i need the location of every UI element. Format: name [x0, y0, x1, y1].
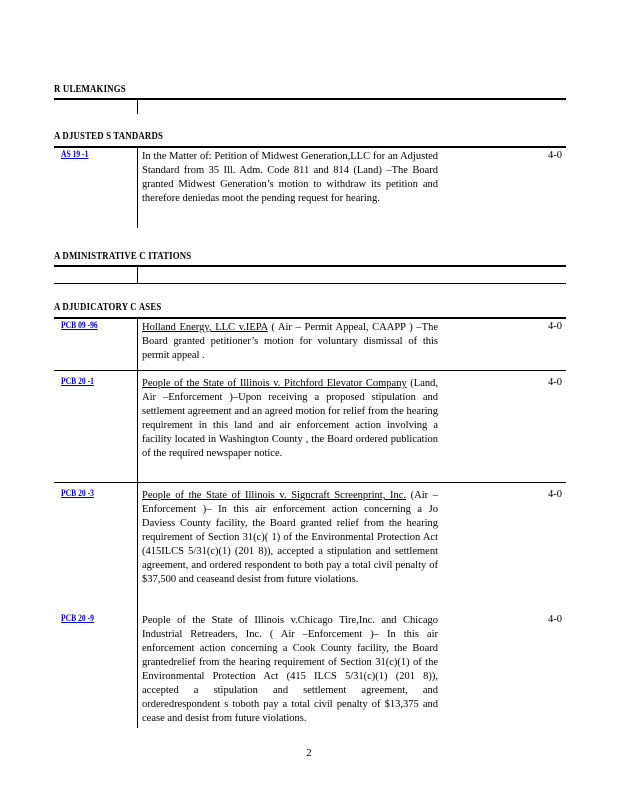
case-description [142, 377, 438, 461]
row-divider [54, 482, 566, 483]
section-heading-rulemakings: R ULEMAKINGS [54, 84, 126, 95]
case-text: ( Air – Permit Appeal, CAAPP ) –The Board granted petitioner’s motion for voluntary dismissal of this permit appeal . [142, 322, 438, 361]
case-description [142, 321, 438, 363]
section-rule [54, 98, 566, 100]
case-text: (Land, Air –Enforcement )–Upon receiving a proposed stipulation and settlement agreement and an agreed motion for relief from the hearing requirement in this land and air enforcement action involving a facility located in Washington County , the Board ordered publication of the required newspaper notice. [142, 378, 438, 459]
column-divider [137, 319, 138, 728]
case-vote: 4-0 [548, 150, 562, 161]
case-vote: 4-0 [548, 614, 562, 625]
section-rule [54, 265, 566, 267]
case-title: People of the State of Illinois v. Pitchford Elevator Company [142, 378, 407, 389]
case-link[interactable]: PCB 20 -1 [61, 377, 94, 387]
row-divider [54, 370, 566, 371]
column-divider [137, 267, 138, 283]
page-number: 2 [306, 747, 312, 759]
column-divider [137, 148, 138, 228]
case-link[interactable]: AS 19 -1 [61, 150, 89, 160]
case-link[interactable]: PCB 09 -96 [61, 321, 98, 331]
case-title: People of the State of Illinois v. Signcraft Screenprint, Inc. [142, 490, 406, 501]
case-link[interactable]: PCB 20 -9 [61, 614, 94, 624]
section-rule [54, 146, 566, 148]
section-heading-adjudicatory-cases: A DJUDICATORY C ASES [54, 302, 162, 313]
case-vote: 4-0 [548, 321, 562, 332]
section-rule [54, 283, 566, 284]
case-text: In the Matter of: Petition of Midwest Generation,LLC for an Adjusted Standard from 35 Ill. Adm. Code 811 and 814 (Land) –The Board granted Midwest Generation’s motion to withdraw its petition and therefore deniedas moot the pending request for hearing. [142, 151, 438, 204]
column-divider [137, 100, 138, 114]
case-vote: 4-0 [548, 489, 562, 500]
case-text: People of the State of Illinois v.Chicago Tire,Inc. and Chicago Industrial Retreaders, Inc. ( Air –Enforcement )– In this air enforcement action concerning a Cook County facility, the Board grantedrelief from the hearing requirement of Section 31(c)(1) of the Environmental Protection Act (415 ILCS 5/31(c)(1) (201 8)), accepted a stipulation and settlement agreement, and orderedrespondent s toboth pay a total civil penalty of $13,375 and cease and desist from future violations. [142, 615, 438, 724]
section-heading-adjusted-standards: A DJUSTED S TANDARDS [54, 131, 164, 142]
section-rule [54, 317, 566, 319]
case-description [142, 614, 438, 726]
section-heading-administrative-citations: A DMINISTRATIVE C ITATIONS [54, 251, 192, 262]
case-vote: 4-0 [548, 377, 562, 388]
case-description [142, 489, 438, 587]
case-title: Holland Energy, LLC v.IEPA [142, 322, 268, 333]
case-link[interactable]: PCB 20 -3 [61, 489, 94, 499]
case-description [142, 150, 438, 206]
case-text: (Air –Enforcement )– In this air enforcement action concerning a Jo Daviess County facility, the Board granted relief from the hearing requirement of Section 31(c)( 1) of the Environmental Protection Act (415ILCS 5/31(c)(1) (201 8)), accepted a stipulation and settlement agreement, and ordered respondent to both pay a total civil penalty of $37,500 and ceaseand desist from future violations. [142, 490, 438, 585]
